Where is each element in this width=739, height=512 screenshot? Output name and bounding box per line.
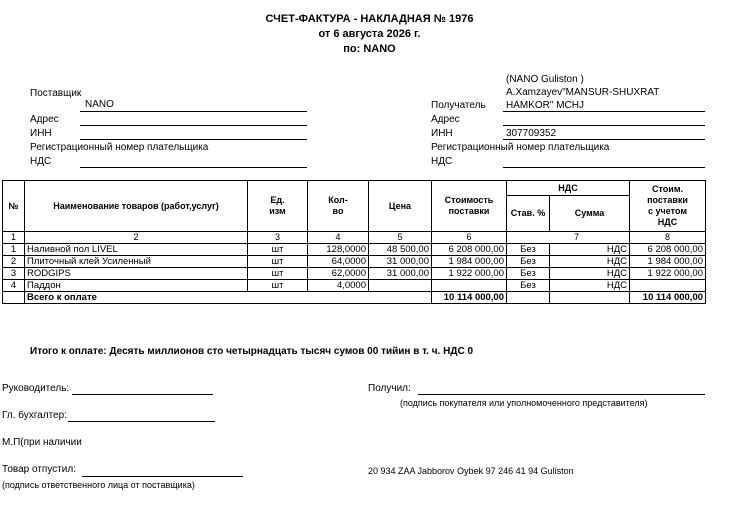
summary-text: Итого к оплате: Десять миллионов сто четырнадцать тысяч сумов 00 тийин в т. ч. НДС 0	[30, 346, 474, 357]
director-label: Руководитель:	[2, 383, 70, 394]
row-unit: шт	[248, 280, 308, 292]
document-date: от 6 августа 2026 г.	[318, 28, 421, 40]
col-number: 4	[308, 232, 369, 244]
total-row	[3, 292, 706, 304]
row-no: 3	[3, 268, 25, 280]
stamp-label: М.П(при наличии	[2, 437, 82, 448]
recipient-name: HAMKOR" MCHJ	[506, 100, 584, 111]
supplier-inn-line	[80, 139, 307, 140]
row-nds: НДС	[550, 268, 630, 280]
col-number: 5	[369, 232, 432, 244]
row-unit: шт	[248, 268, 308, 280]
header-qty	[308, 181, 369, 232]
header-name: Наименование товаров (работ,услуг)	[25, 181, 248, 232]
released-line	[82, 476, 243, 477]
row-no: 4	[3, 280, 25, 292]
recipient-header-2: A.Xamzayev"MANSUR-SHUXRAT	[506, 87, 660, 98]
header-total	[630, 181, 706, 232]
row-total: 1 922 000,00	[630, 268, 706, 280]
document-for: по: NANO	[343, 43, 396, 55]
total-nds-blank	[550, 292, 630, 304]
header-total-4: НДС	[657, 217, 678, 227]
col-number: 2	[25, 232, 248, 244]
table-row	[3, 256, 706, 268]
row-name: Наливной пол LIVEL	[25, 244, 248, 256]
row-name: Паддон	[25, 280, 248, 292]
document-title: СЧЕТ-ФАКТУРА - НАКЛАДНАЯ № 1976	[265, 13, 474, 25]
row-total: 1 984 000,00	[630, 256, 706, 268]
row-rate: Без	[507, 244, 550, 256]
supplier-nds-label: НДС	[30, 156, 52, 167]
released-note: (подпись ответственного лица от поставщика)	[2, 480, 195, 490]
row-no: 2	[3, 256, 25, 268]
header-qty-2: во	[332, 206, 344, 216]
supplier-inn-label: ИНН	[30, 128, 52, 139]
supplier-address-line	[80, 125, 307, 126]
row-qty: 4,0000	[308, 280, 369, 292]
row-cost: 1 922 000,00	[432, 268, 507, 280]
row-rate: Без	[507, 280, 550, 292]
col-number: 6	[432, 232, 507, 244]
row-total	[630, 280, 706, 292]
supplier-name: NANO	[85, 99, 114, 110]
accountant-line	[68, 421, 215, 422]
row-rate: Без	[507, 268, 550, 280]
table-row	[3, 268, 706, 280]
header-cost-1: Стоимость	[444, 195, 494, 205]
received-label: Получил:	[368, 383, 411, 394]
recipient-header-1: (NANO Guliston )	[506, 74, 584, 85]
total-with-nds: 10 114 000,00	[630, 292, 706, 304]
supplier-nds-line	[80, 167, 307, 168]
row-price: 31 000,00	[369, 268, 432, 280]
header-total-1: Стоим.	[652, 184, 683, 194]
row-unit: шт	[248, 244, 308, 256]
header-total-2: поставки	[647, 195, 688, 205]
row-rate: Без	[507, 256, 550, 268]
header-unit	[248, 181, 308, 232]
col-number: 1	[3, 232, 25, 244]
header-sum: Сумма	[550, 196, 630, 232]
row-cost: 1 984 000,00	[432, 256, 507, 268]
recipient-address-line	[503, 125, 705, 126]
row-no: 1	[3, 244, 25, 256]
column-numbers-row	[3, 232, 706, 244]
total-rate-blank	[507, 292, 550, 304]
row-name: RODGIPS	[25, 268, 248, 280]
recipient-address-label: Адрес	[431, 114, 460, 125]
row-nds: НДС	[550, 280, 630, 292]
recipient-name-line	[503, 111, 705, 112]
row-price: 48 500,00	[369, 244, 432, 256]
total-cost: 10 114 000,00	[432, 292, 507, 304]
row-total: 6 208 000,00	[630, 244, 706, 256]
header-unit-2: изм	[269, 206, 286, 216]
row-nds: НДС	[550, 244, 630, 256]
accountant-label: Гл. бухгалтер:	[2, 410, 67, 421]
total-label: Всего к оплате	[25, 292, 432, 304]
released-label: Товар отпустил:	[2, 464, 76, 475]
supplier-name-line	[80, 111, 307, 112]
row-qty: 128,0000	[308, 244, 369, 256]
row-qty: 62,0000	[308, 268, 369, 280]
recipient-nds-line	[503, 167, 705, 168]
col-number: 3	[248, 232, 308, 244]
recipient-inn-label: ИНН	[431, 128, 453, 139]
row-price	[369, 280, 432, 292]
header-rate: Став. %	[507, 196, 550, 232]
header-nds: НДС	[507, 181, 630, 196]
row-name: Плиточный клей Усиленный	[25, 256, 248, 268]
col-number: 8	[630, 232, 706, 244]
col-number: 7	[507, 232, 630, 244]
received-line	[418, 394, 705, 395]
table-row	[3, 280, 706, 292]
driver-info: 20 934 ZAA Jabborov Oybek 97 246 41 94 Guliston	[368, 466, 574, 476]
header-cost-2: поставки	[448, 206, 490, 216]
header-cost	[432, 181, 507, 232]
supplier-label: Поставщик	[30, 88, 82, 99]
supplier-reg-label: Регистрационный номер плательщика	[30, 142, 209, 153]
header-price: Цена	[369, 181, 432, 232]
recipient-inn-line	[503, 139, 705, 140]
recipient-nds-label: НДС	[431, 156, 453, 167]
director-line	[72, 394, 213, 395]
header-unit-1: Ед.	[270, 195, 285, 205]
total-row-blank	[3, 292, 25, 304]
invoice-table	[2, 180, 706, 304]
recipient-inn-value: 307709352	[506, 128, 557, 139]
row-cost: 6 208 000,00	[432, 244, 507, 256]
supplier-address-label: Адрес	[30, 114, 59, 125]
table-row	[3, 244, 706, 256]
recipient-reg-label: Регистрационный номер плательщика	[431, 142, 610, 153]
header-qty-1: Кол-	[328, 195, 348, 205]
row-unit: шт	[248, 256, 308, 268]
row-nds: НДС	[550, 256, 630, 268]
header-total-3: с учетом	[648, 206, 687, 216]
header-no: №	[3, 181, 25, 232]
row-qty: 64,0000	[308, 256, 369, 268]
row-price: 31 000,00	[369, 256, 432, 268]
recipient-label: Получатель	[431, 100, 486, 111]
row-cost	[432, 280, 507, 292]
received-note: (подпись покупателя или уполномоченного представителя)	[400, 398, 648, 408]
